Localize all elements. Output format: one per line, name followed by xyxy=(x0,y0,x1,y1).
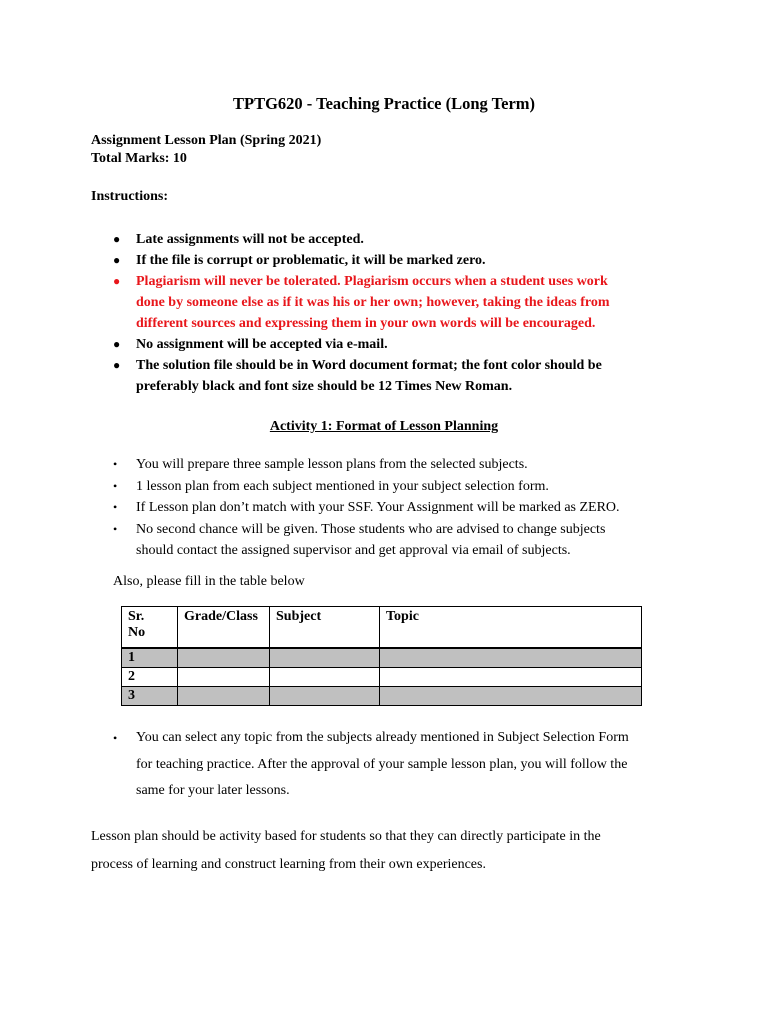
table-row xyxy=(122,687,642,706)
header-topic: Topic xyxy=(380,607,642,649)
list-item: • If Lesson plan don’t match with your SSF. Your Assignment will be marked as ZERO. xyxy=(0,497,620,519)
topic-cell[interactable] xyxy=(380,648,642,668)
list-item-plagiarism: ● Plagiarism will never be tolerated. Plagiarism occurs when a student uses work xyxy=(0,271,610,292)
bullet-icon: • xyxy=(113,478,118,493)
bullet-icon: • xyxy=(113,521,118,536)
list-item: • You can select any topic from the subjects already mentioned in Subject Selection Form xyxy=(0,725,629,752)
header-sr-no: Sr. No xyxy=(122,607,178,649)
list-item: ● The solution file should be in Word document format; the font color should be xyxy=(0,355,610,376)
activity-heading: Activity 1: Format of Lesson Planning xyxy=(269,419,499,434)
closing-paragraph: Lesson plan should be activity based for students so that they can directly participate in the process of learning and construct learning from their own experiences. xyxy=(91,829,601,872)
activity-list xyxy=(0,454,620,562)
list-item: • 1 lesson plan from each subject mentioned in your subject selection form. xyxy=(0,476,620,498)
header-grade-class: Grade/Class xyxy=(178,607,270,649)
bullet-icon: ● xyxy=(113,232,121,246)
list-item: ● If the file is corrupt or problematic, it will be marked zero. xyxy=(0,250,610,271)
total-marks-line: Total Marks: 10 xyxy=(91,151,187,166)
bullet-icon: • xyxy=(113,500,118,514)
bullet-icon: ● xyxy=(113,274,121,288)
grade-cell[interactable] xyxy=(178,668,270,687)
table-row xyxy=(122,648,642,668)
row-number: 1 xyxy=(122,648,178,668)
list-item: • You will prepare three sample lesson plans from the selected subjects. xyxy=(0,454,620,476)
header-subject: Subject xyxy=(270,607,380,649)
subject-cell[interactable] xyxy=(270,687,380,706)
list-item-continuation: should contact the assigned supervisor and get approval via email of subjects. xyxy=(136,543,571,558)
document-title: TPTG620 - Teaching Practice (Long Term) xyxy=(232,94,536,113)
instructions-heading: Instructions: xyxy=(91,189,169,204)
topic-cell[interactable] xyxy=(380,687,642,706)
row-number: 2 xyxy=(122,668,178,687)
list-item-continuation: preferably black and font size should be 12 Times New Roman. xyxy=(136,379,513,394)
topic-cell[interactable] xyxy=(380,668,642,687)
list-item-continuation: done by someone else as if it was his or her own; however, taking the ideas from xyxy=(136,295,610,310)
bullet-icon: • xyxy=(113,731,118,745)
table-row xyxy=(122,668,642,687)
topic-list xyxy=(0,725,629,805)
subject-cell[interactable] xyxy=(270,648,380,668)
list-item-continuation: different sources and expressing them in your own words will be encouraged. xyxy=(136,316,596,331)
instructions-list xyxy=(0,229,610,397)
list-item: ● Late assignments will not be accepted. xyxy=(0,229,610,250)
lesson-table xyxy=(121,606,642,706)
bullet-icon: ● xyxy=(113,337,121,351)
bullet-icon: • xyxy=(113,457,118,471)
list-item-continuation: for teaching practice. After the approval of your sample lesson plan, you will follow the xyxy=(136,756,628,772)
grade-cell[interactable] xyxy=(178,648,270,668)
row-number: 3 xyxy=(122,687,178,706)
list-item: • No second chance will be given. Those students who are advised to change subjects xyxy=(0,519,620,541)
list-item-continuation: same for your later lessons. xyxy=(136,783,290,798)
subject-cell[interactable] xyxy=(270,668,380,687)
table-intro: Also, please fill in the table below xyxy=(113,574,305,589)
list-item: ● No assignment will be accepted via e-mail. xyxy=(0,334,610,355)
table-header-row xyxy=(122,607,642,649)
bullet-icon: ● xyxy=(113,358,121,372)
assignment-line: Assignment Lesson Plan (Spring 2021) xyxy=(91,133,322,148)
bullet-icon: ● xyxy=(113,253,121,267)
grade-cell[interactable] xyxy=(178,687,270,706)
